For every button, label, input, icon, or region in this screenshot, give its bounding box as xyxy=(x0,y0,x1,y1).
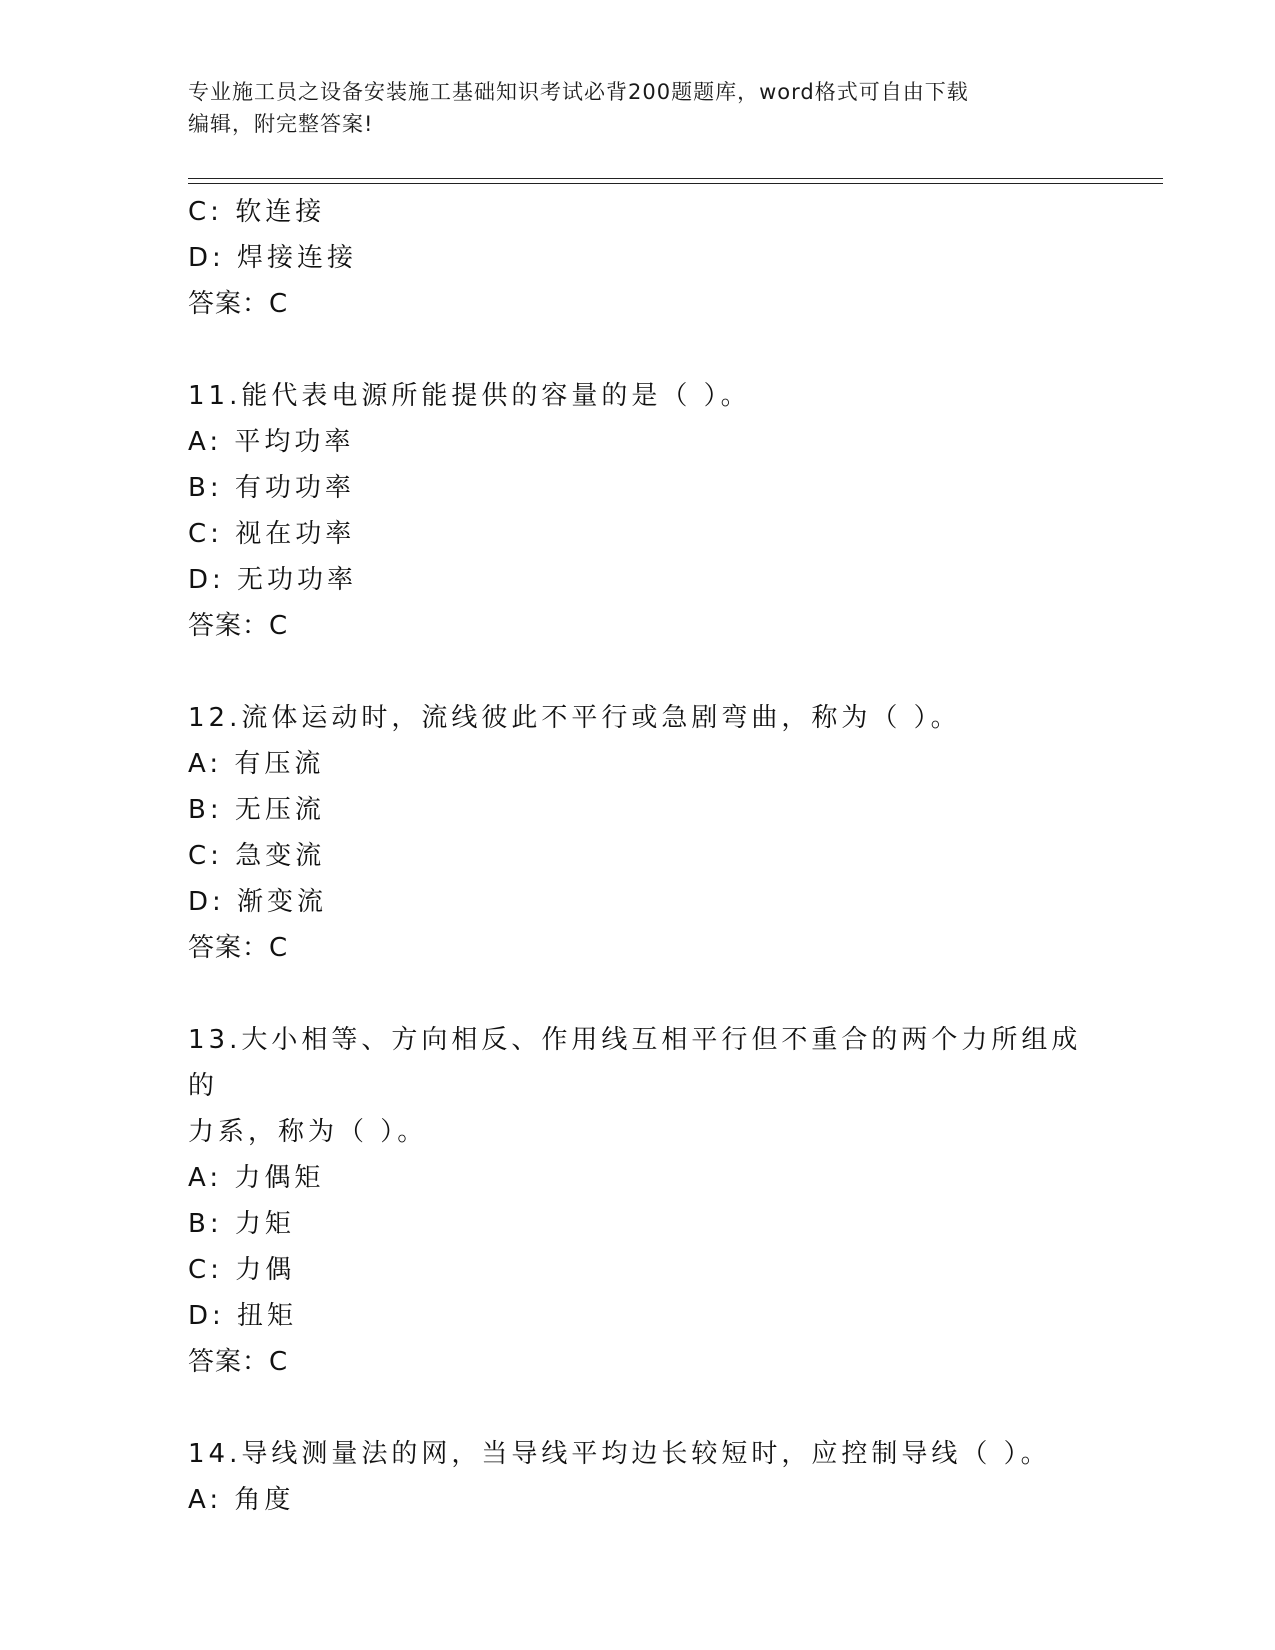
answer-line: 答案：C xyxy=(188,1347,289,1377)
option-text: 急变流 xyxy=(235,841,326,871)
option-label: A: xyxy=(188,1163,223,1193)
option-text: 有功功率 xyxy=(234,473,355,503)
option-a xyxy=(188,1477,1088,1523)
option-label: A: xyxy=(188,749,223,779)
option-label: D: xyxy=(188,887,225,917)
option-text: 力矩 xyxy=(234,1209,295,1239)
answer-line: 答案：C xyxy=(188,933,289,963)
option-label: C: xyxy=(188,197,223,227)
answer-line: 答案：C xyxy=(188,289,289,319)
option-label: D: xyxy=(188,565,225,595)
option-label: D: xyxy=(188,1301,225,1331)
option-text: 有压流 xyxy=(234,749,325,779)
option-label: B: xyxy=(188,1209,223,1239)
option-text: 无压流 xyxy=(234,795,325,825)
question-12 xyxy=(188,695,1088,971)
option-text: 扭矩 xyxy=(237,1301,298,1331)
question-11 xyxy=(188,373,1088,649)
option-label: B: xyxy=(188,795,223,825)
option-text: 平均功率 xyxy=(234,427,355,457)
option-c xyxy=(188,833,1088,879)
option-a xyxy=(188,419,1088,465)
question-stem: 11.能代表电源所能提供的容量的是（ ）。 xyxy=(188,381,751,411)
question-14 xyxy=(188,1431,1088,1523)
question-13 xyxy=(188,1017,1088,1385)
option-c xyxy=(188,511,1088,557)
option-text: 力偶矩 xyxy=(234,1163,325,1193)
question-list xyxy=(188,189,1088,1523)
option-b xyxy=(188,465,1088,511)
option-text: 渐变流 xyxy=(237,887,328,917)
option-d xyxy=(188,879,1088,925)
option-label: A: xyxy=(188,1485,223,1515)
option-label: C: xyxy=(188,1255,223,1285)
option-b xyxy=(188,787,1088,833)
option-label: A: xyxy=(188,427,223,457)
option-text: 角度 xyxy=(234,1485,295,1515)
option-d xyxy=(188,235,1088,281)
option-label: C: xyxy=(188,841,223,871)
option-label: D: xyxy=(188,243,225,273)
question-stem-line-1: 13.大小相等、方向相反、作用线互相平行但不重合的两个力所组成的 xyxy=(188,1025,1082,1101)
question-stem-line-2: 力系，称为（ ）。 xyxy=(188,1117,428,1147)
header-divider-top xyxy=(188,178,1163,179)
option-label: B: xyxy=(188,473,223,503)
header-line-1: 专业施工员之设备安装施工基础知识考试必背200题题库，word格式可自由下载 xyxy=(188,80,969,104)
header-line-2: 编辑，附完整答案! xyxy=(188,112,374,136)
option-text: 焊接连接 xyxy=(237,243,358,273)
option-a xyxy=(188,741,1088,787)
option-label: C: xyxy=(188,519,223,549)
option-text: 软连接 xyxy=(235,197,326,227)
option-d xyxy=(188,1293,1088,1339)
option-d xyxy=(188,557,1088,603)
option-text: 无功功率 xyxy=(237,565,358,595)
option-c xyxy=(188,1247,1088,1293)
question-10-continuation xyxy=(188,189,1088,327)
question-stem: 14.导线测量法的网，当导线平均边长较短时，应控制导线（ ）。 xyxy=(188,1439,1051,1469)
question-stem: 12.流体运动时，流线彼此不平行或急剧弯曲，称为（ ）。 xyxy=(188,703,961,733)
option-c xyxy=(188,189,1088,235)
option-text: 视在功率 xyxy=(235,519,356,549)
document-header xyxy=(188,76,1088,140)
option-a xyxy=(188,1155,1088,1201)
answer-line: 答案：C xyxy=(188,611,289,641)
option-b xyxy=(188,1201,1088,1247)
header-divider-bottom xyxy=(188,183,1163,184)
option-text: 力偶 xyxy=(235,1255,296,1285)
